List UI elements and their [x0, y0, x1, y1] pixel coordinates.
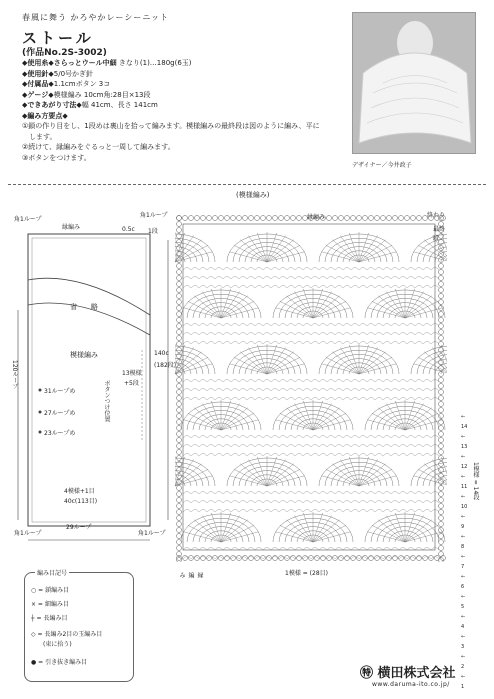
designer-credit: デザイナー／今井政子: [352, 162, 412, 169]
step-3: ③ボタンをつけます。: [22, 153, 91, 162]
row-number: ← 4: [461, 614, 466, 630]
legend-title: 編み目記号: [37, 570, 68, 577]
company-url: www.daruma-ito.co.jp/: [372, 681, 450, 688]
corner-loop-bottom-left: 角1ループ: [14, 530, 42, 537]
schematic-diagram: [10, 210, 180, 554]
chart-end-label: 終わり: [427, 212, 446, 219]
step-1: ①鎖の作り目をし、1段めは裏山を拾って編みます。模様編みの最終段は図のように編み、平に: [22, 122, 320, 130]
side-loops: 120ループ: [11, 360, 18, 390]
bottom-loops: 29ループ: [66, 524, 92, 531]
pattern-repeats: 13模様: [122, 370, 142, 377]
stitch-legend: [24, 572, 134, 682]
row-number: ← 11: [461, 474, 468, 490]
spec-points: ◆編み方要点◆: [22, 111, 68, 120]
chart-repeat-rows: 1模様 = 14段: [472, 462, 479, 501]
product-photo: [352, 12, 476, 154]
main-pattern-label: 模様編み: [70, 351, 98, 359]
extra-rows: +5段: [124, 380, 139, 387]
row-number: ← 13: [461, 434, 468, 450]
chart-repeat-width: 1模様 = (28目): [285, 570, 328, 577]
legend-slip: ● = 引き抜き編み目: [31, 659, 88, 666]
row-number: ← 7: [461, 554, 466, 570]
row-number: ← 10: [461, 494, 468, 510]
height-cm: 140c: [154, 350, 169, 357]
spec-needle: ◆使用針◆5/0号かぎ針: [22, 69, 94, 78]
chart-edge-label: 縁編み: [307, 214, 326, 221]
company-logo: ㊕ 横田株式会社: [360, 666, 456, 681]
legend-chain: ○ = 鎖編み目: [31, 587, 70, 594]
row-number: ← 14: [461, 414, 468, 430]
chart-bottom-edge: 縁編み: [178, 572, 203, 578]
loop-31: 31ループめ: [44, 388, 76, 395]
magazine-subtitle: 春風に舞う かろやかレーシーニット: [22, 13, 170, 22]
row-number: ← 1: [461, 674, 466, 690]
legend-double: ┼ = 長編み目: [31, 615, 68, 622]
row-number: ← 8: [461, 534, 466, 550]
row-numbers: [461, 412, 467, 692]
row-number: ← 6: [461, 574, 466, 590]
corner-loop-bottom-right: 角1ループ: [138, 530, 166, 537]
product-code: (作品No.2S-3002): [22, 48, 107, 58]
edge-width: 0.5c: [122, 226, 135, 233]
step-1-cont: します。: [22, 132, 57, 141]
width-stitches-top: 4模様+1目: [64, 488, 95, 495]
row-number: ← 3: [461, 634, 466, 650]
section-divider: [8, 184, 486, 185]
pattern-section-label: (模様編み): [236, 191, 270, 199]
legend-bobble: ◇ = 長編み2目の玉編み目: [31, 631, 103, 638]
loop-23: 23ループめ: [44, 430, 76, 437]
edge-label: 縁編み: [62, 224, 81, 231]
chart-last-row: 最終段: [433, 226, 446, 242]
omit-label: 省 略: [70, 303, 98, 311]
row-number: ← 2: [461, 654, 466, 670]
row-number: ← 12: [461, 454, 468, 470]
spec-notions: ◆付属品◆1.1cmボタン 3コ: [22, 80, 111, 88]
loop-27: 27ループめ: [44, 410, 76, 417]
row-number: ← 5: [461, 594, 466, 610]
legend-bobble-note: (束に拾う): [31, 641, 72, 648]
height-rows: (182段): [154, 362, 177, 369]
spec-gauge: ◆ゲージ◆模様編み 10cm角:28目×13段: [22, 90, 151, 99]
step-2: ②続けて、縁編みをぐるっと一周して編みます。: [22, 143, 175, 151]
legend-single: × = 細編み目: [31, 601, 69, 608]
corner-loop-top-right: 角1ループ: [140, 212, 168, 219]
button-position: ボタンつけ位置: [103, 380, 110, 422]
spec-size: ◆できあがり寸法◆幅 41cm、長さ 141cm: [22, 101, 158, 109]
row-number: ← 9: [461, 514, 466, 530]
edge-rows: 1段: [148, 228, 158, 235]
corner-loop-top-left: 角1ループ: [14, 216, 42, 223]
width-cm: 40c(113目): [64, 498, 98, 505]
spec-list: [22, 58, 352, 163]
spec-yarn: ◆使用糸◆さらっとウール中細 きなり(1)…180g(6玉): [22, 59, 192, 67]
page-title: ストール: [22, 29, 94, 47]
